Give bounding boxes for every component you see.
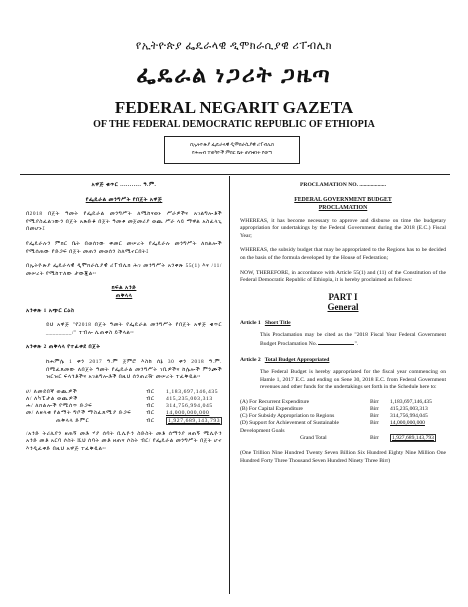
budget-currency: Birr: [370, 398, 380, 405]
english-gazette-subtitle: OF THE FEDERAL DEMOCRATIC REPUBLIC OF ETHIOPIA: [93, 119, 375, 130]
budget-amount: 1,183,697,146,435: [390, 398, 432, 405]
preamble-1: WHEREAS, it has become necessary to approve and disburse on time the budgetary appropriation for undertakings by the Federal Government during the 2018 (E.C.) Fiscal Year;: [240, 217, 446, 239]
budget-label: ሐ/ ለክልሎች የሚሰጥ ድጋፍ: [26, 403, 93, 410]
budget-label: መ/ ለዘላቂ የልማት ግቦች ማስፈጸሚያ ድጋፍ: [26, 410, 132, 417]
preamble-2: WHEREAS, the subsidy budget that may be appropriated to the Regions has to be decided on the basis of the formula developed by the House of Federation;: [240, 247, 446, 261]
budget-currency: ብር: [146, 395, 155, 402]
article-1-text-end: ".: [354, 341, 359, 348]
amharic-proclamation-number: አዋጅ ቁጥር ........... ዓ.ም.: [91, 182, 157, 188]
amharic-column: [26, 182, 222, 460]
article-2-number: Article 2: [240, 356, 261, 363]
budget-total-label: Grand Total: [300, 434, 327, 441]
budget-label: (A) For Recurrent Expenditure: [240, 398, 310, 405]
budget-amount: 415,235,003,313: [166, 395, 213, 402]
amharic-article-2-text: ከሐምሌ 1 ቀን 2017 ዓ.ም ጀምሮ እስከ ሰኔ 30 ቀን 2018 ዓ.ም. በሚፈጸመው ለበጀት ዓመት የፌዴራል መንግሥት ገቢዎችና ከሌሎች ምንጮች ዝርዝር ፍላጎቶችና አገልግሎቶች በዚህ ሰንጠረዥ መሠረት ተፈቅዷል፡፡: [46, 358, 222, 381]
budget-currency: Birr: [370, 420, 380, 427]
amharic-preamble-1: በ2018 በጀት ዓመት የፌዴራል መንግሥት ለሚከናወኑ ሥራዎችና አገልግሎቶች የሚያስፈልገውን በጀት አጽድቆ በጀት ዓመቱ መጀመሪያ ወጪ ሥራ ላይ ማዋል አስፈላጊ በመሆኑ፤: [26, 211, 222, 233]
english-gazette-title: FEDERAL NEGARIT GAZETA: [114, 98, 354, 117]
english-column: [240, 182, 446, 472]
top-divider: [20, 174, 450, 175]
table-row: [26, 396, 222, 403]
budget-amount: 14,000,000,000: [166, 410, 210, 417]
preamble-3: NOW, THEREFORE, in accordance with Article 55(1) and (11) of the Constitution of the Federal Democratic Republic of Ethiopia, it is hereby proclaimed as follows:: [240, 269, 446, 284]
budget-label: (D) Support for Achievement of Sustainable Development Goals: [240, 420, 339, 434]
amharic-preamble-3: በኢትዮጵያ ፌዴራላዊ ዲሞክራሲያዊ ሪፐብሊክ ሕገ መንግሥት አንቀጽ 55(1) እና /11/ መሠረት የሚከተለው ታውጇል፡፡: [26, 263, 222, 277]
amharic-budget-table: [26, 389, 222, 425]
budget-label: (C) For Subsidy Appropriation to Regions: [240, 413, 335, 420]
article-1-title: Short Title: [264, 319, 291, 326]
budget-currency: Birr: [370, 413, 380, 420]
total-in-words: (One Trillion Nine Hundred Twenty Seven Billion Six Hundred Eighty Nine Million One Hundred Forty Three Thousand Seven Hundred Ninety Three Birr): [240, 449, 446, 464]
budget-currency: ብር: [146, 410, 155, 417]
budget-currency: ብር: [146, 417, 155, 424]
budget-currency: ብር: [146, 403, 155, 410]
table-row: [26, 418, 222, 425]
article-1-text: [240, 332, 446, 349]
proclamation-title-line2: PROCLAMATION: [318, 204, 368, 211]
article-1-number: Article 1: [240, 319, 261, 326]
amharic-total-in-words: /አንድ ትሪሊየን ዘጠኝ መቶ ሃያ ሰባት ቢሊዮን ስድስት መቶ ሰማንያ ዘጠኝ ሚሊዮን አንድ መቶ አርባ ሶስት ሺህ ሰባት መቶ ዘጠና ሶስት ብር/ የፌዴራል መንግሥት በጀት ሆኖ እንዲፈቀድ በዚህ አዋጅ ተፈቅዷል፡፡: [26, 430, 222, 452]
budget-amount: 314,756,994,045: [390, 413, 428, 420]
part-heading: PART I: [328, 291, 358, 302]
article-1-heading: [240, 320, 446, 326]
budget-total-amount: 1,927,689,143,793: [168, 417, 221, 424]
budget-total-label: ጠቅላላ ድምር: [56, 417, 90, 424]
proclamation-title-line1: FEDERAL GOVERNMENT BUDGET: [294, 196, 392, 203]
budget-table: [240, 399, 446, 442]
article-2-title: Total Budget Appropriated: [264, 356, 330, 363]
budget-label: ለ/ ለካፒታል ወጪዎች: [26, 395, 78, 402]
amharic-preamble-2: የፌዴራሉን ምክር ቤት በወሰነው ቀመር መሠረት የፌዴራሉ መንግሥት ለክልሎች የሚሰጠው የድጋፍ በጀት መጠን መወሰን ስለሚኖርበት፤: [26, 240, 222, 255]
amharic-gazette-title: ፌዴራል ነጋሪት ጋዜጣ: [136, 62, 332, 87]
proclamation-number: PROCLAMATION NO. ...................: [300, 182, 386, 188]
article-2-heading: [240, 357, 446, 363]
amharic-proclamation-title: የፌዴራል መንግሥት የበጀት አዋጅ: [85, 196, 163, 203]
budget-label: ሀ/ ለመደበኛ ወጪዎች: [26, 388, 78, 395]
amharic-article-2-heading: አንቀጽ 2 ጠቅላላ የተፈቀደ በጀት: [26, 344, 101, 351]
article-1-text-main: This Proclamation may be cited as the "2018 Fiscal Year Federal Government Budget Proclamation No.: [260, 331, 446, 348]
table-row: [240, 435, 446, 442]
amharic-article-1-heading: አንቀጽ 1 አጭር ርዕስ: [26, 307, 75, 314]
table-row: [26, 389, 222, 396]
budget-label: (B) For Capital Expenditure: [240, 405, 303, 412]
budget-amount: 314,756,994,045: [166, 403, 213, 410]
budget-amount: 1,183,697,146,435: [166, 388, 219, 395]
budget-amount: 415,235,003,313: [390, 405, 428, 412]
budget-currency: Birr: [370, 405, 380, 412]
budget-total-amount: 1,927,689,143,793: [392, 434, 434, 441]
table-row: [240, 399, 446, 406]
article-2-text: The Federal Budget is hereby appropriated for the fiscal year commencing on Hamle 1, 2017 E.C. and ending on Sene 30, 2018 E.C. from Federal Government revenues and other funds for the undertakings set forth in the Schedule here to:: [260, 368, 446, 391]
table-row: [240, 420, 446, 434]
amharic-part-title: ጠቅላላ: [115, 292, 133, 299]
budget-currency: ብር: [146, 388, 155, 395]
amharic-part-heading: ክፍል አንድ: [111, 285, 137, 292]
publication-note-line2: የሕዝብ ተወካዮች ምክር ቤት ጠባቂነት የወጣ: [192, 151, 272, 156]
part-title: General: [327, 301, 359, 312]
budget-amount: 14,000,000,000: [390, 420, 425, 427]
budget-currency: Birr: [370, 434, 380, 441]
amharic-country-name: የኢትዮጵያ ፌዴራላዊ ዲሞክራሲያዊ ሪፐብሊክ: [135, 40, 333, 52]
publication-note-line1: በኢትዮጵያ ፌዴራላዊ ዲሞክራሲያዊ ሪፐብሊክ: [190, 143, 274, 148]
proclamation-number-blank: [318, 339, 354, 345]
publication-note-box: [164, 136, 300, 164]
column-divider: [229, 176, 230, 594]
amharic-article-1-text: ይህ አዋጅ "የ2018 በጀት ዓመት የፌዴራል መንግሥት የበጀት አዋጅ ቁጥር ________/" ተብሎ ሊጠቀስ ይችላል፡፡: [46, 322, 222, 336]
